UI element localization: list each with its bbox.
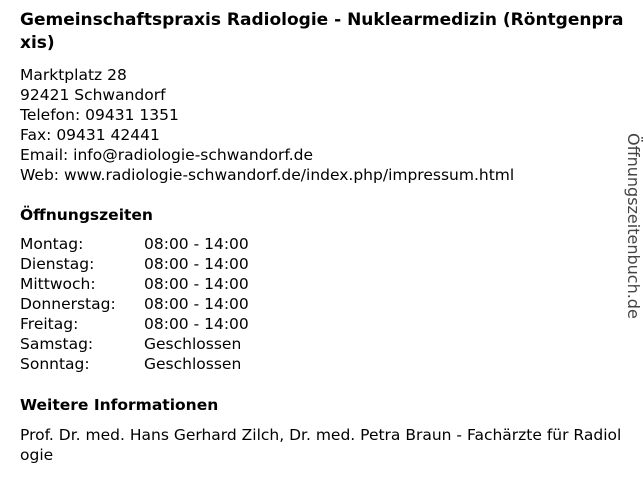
day-label: Dienstag:	[20, 255, 95, 273]
fax-number: Fax: 09431 42441	[20, 126, 160, 144]
time-value: 08:00 - 14:00	[144, 315, 249, 333]
time-value: Geschlossen	[144, 335, 242, 353]
day-label: Montag:	[20, 235, 84, 253]
further-info-text: Prof. Dr. med. Hans Gerhard Zilch, Dr. med. Petra Braun - Fachärzte für Radiologie	[20, 426, 622, 464]
email-address: Email: info@radiologie-schwandorf.de	[20, 146, 314, 164]
opening-hours-heading: Öffnungszeiten	[20, 206, 153, 224]
source-credit: Öffnungszeitenbuch.de	[624, 133, 643, 319]
day-label: Mittwoch:	[20, 275, 96, 293]
contact-block	[20, 65, 514, 185]
time-value: 08:00 - 14:00	[144, 255, 249, 273]
street-address: Marktplatz 28	[20, 66, 127, 84]
day-label: Samstag:	[20, 335, 94, 353]
time-value: 08:00 - 14:00	[144, 235, 249, 253]
website-address: Web: www.radiologie-schwandorf.de/index.php/impressum.html	[20, 166, 515, 184]
phone-number: Telefon: 09431 1351	[20, 106, 179, 124]
day-label: Sonntag:	[20, 355, 90, 373]
time-value: 08:00 - 14:00	[144, 275, 249, 293]
further-info-heading: Weitere Informationen	[20, 396, 219, 414]
time-value: Geschlossen	[144, 355, 242, 373]
day-label: Donnerstag:	[20, 295, 116, 313]
page-title: Gemeinschaftspraxis Radiologie - Nuklearmedizin (Röntgenpraxis)	[20, 10, 624, 53]
day-label: Freitag:	[20, 315, 79, 333]
time-value: 08:00 - 14:00	[144, 295, 249, 313]
city-address: 92421 Schwandorf	[20, 86, 166, 104]
